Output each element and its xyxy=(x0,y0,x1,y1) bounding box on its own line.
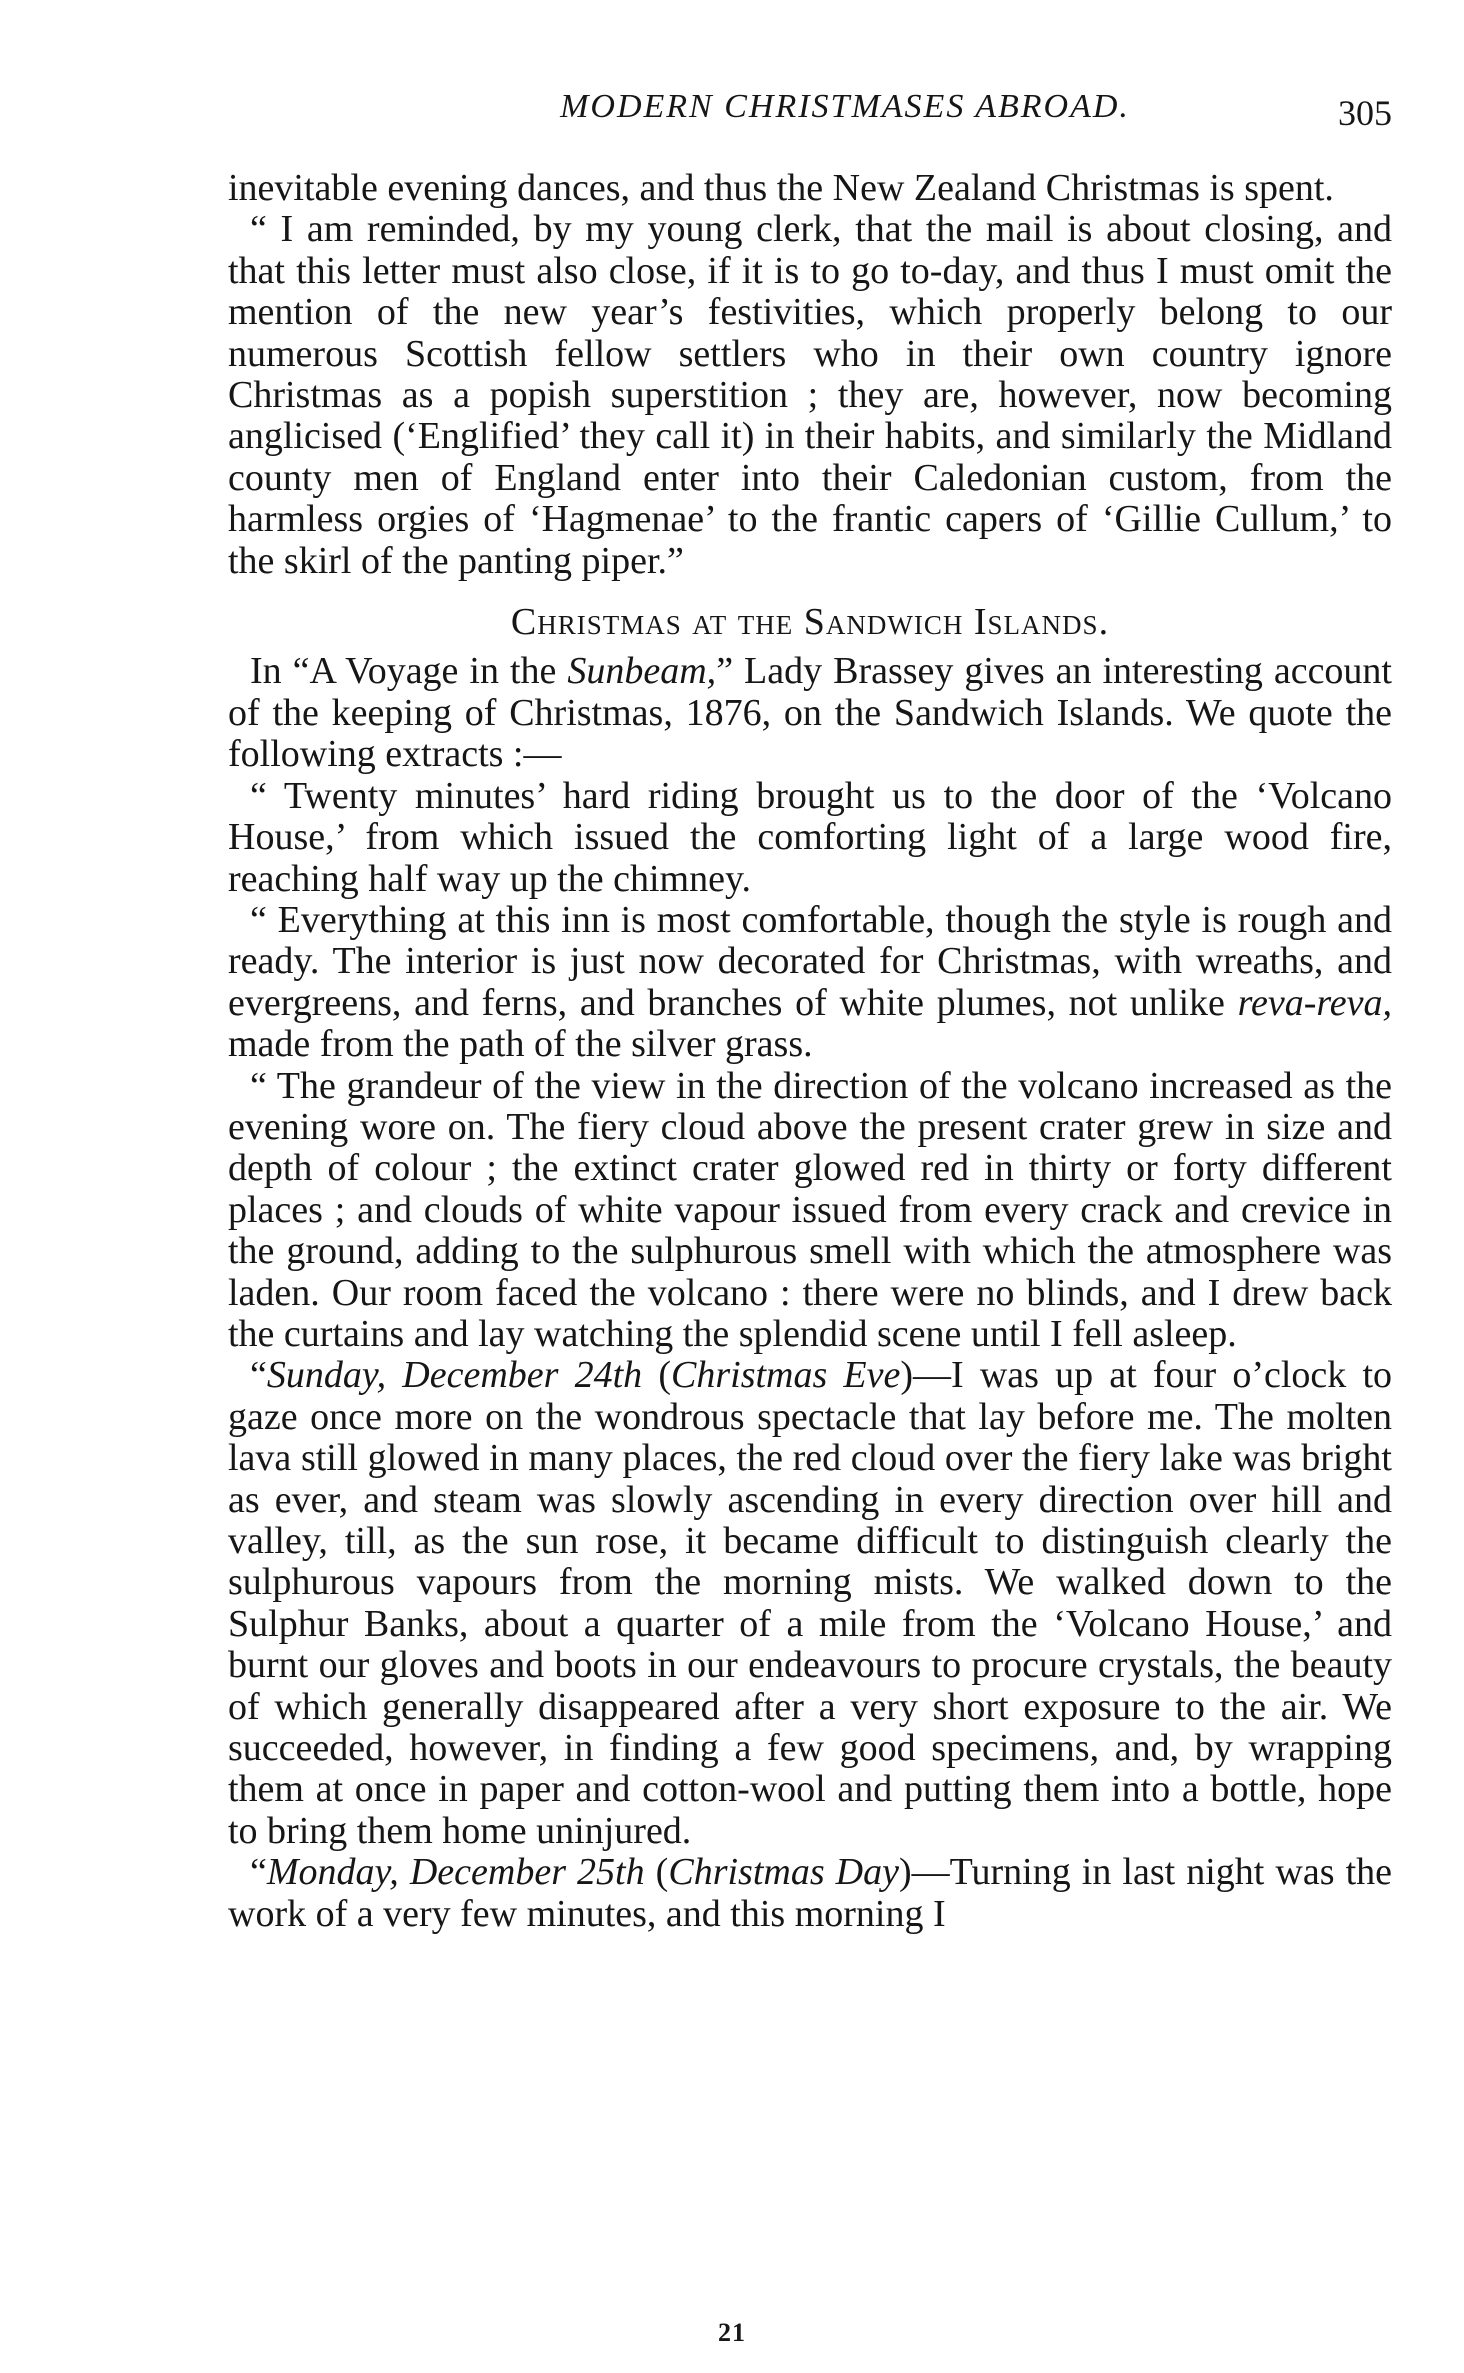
paren-open: ( xyxy=(642,1354,671,1397)
signature-mark: 21 xyxy=(718,2318,746,2347)
paragraph-letter-close: “ I am reminded, by my young clerk, that the mail is about closing, and that this letter must also close, if it is to go to-day, and thus I must omit the mention of the new year’s festivities, which properly belong to our numerous Scottish fellow settlers who in their own country ignore Christmas as a popish superstition ; they are, however, now becoming anglicised (‘Englified’ they call it) in their habits, and similarly the Midland county men of England enter into their Caledonian custom, from the harmless orgies of ‘Hagmenae’ to the frantic capers of ‘Gillie Cullum,’ to the skirl of the panting piper.” xyxy=(228,208,1392,582)
christmas-day-text: )—Turning in last night was the work of a very few minutes, and this morning I xyxy=(228,1851,1392,1935)
intro-text-a: In “A Voyage in the xyxy=(250,650,568,693)
intro-text-b: ” Lady Brassey gives an interesting account of the keeping of Christmas, 1876, on the Sandwich Islands. We quote the following extracts :— xyxy=(228,650,1392,776)
date-sunday: Sunday, December 24th xyxy=(266,1354,643,1397)
paragraph-christmas-day xyxy=(228,1852,1392,1935)
paren-open: ( xyxy=(644,1851,669,1894)
paragraph-continuation: inevitable evening dances, and thus the New Zealand Christmas is spent. xyxy=(228,167,1334,209)
body-text xyxy=(228,168,1392,1935)
inn-text-b: made from the path of the silver grass. xyxy=(228,1023,813,1066)
christmas-day-label: Christmas Day xyxy=(668,1851,899,1894)
running-title: MODERN CHRISTMASES ABROAD. xyxy=(560,88,1130,125)
paragraph-riding: “ Twenty minutes’ hard riding brought us to the door of the ‘Volcano House,’ from which issued the comforting light of a large wood fire, reaching half way up the chimney. xyxy=(228,774,1392,900)
paragraph-volcano-view: “ The grandeur of the view in the direction of the volcano increased as the evening wore on. The fiery cloud above the present crater grew in size and depth of colour ; the extinct crater glowed red in thirty or forty different places ; and clouds of white vapour issued from every crack and crevice in the ground, adding to the sulphurous smell with which the atmosphere was laden. Our room faced the volcano : there were no blinds, and I drew back the curtains and lay watching the splendid scene until I fell asleep. xyxy=(228,1064,1392,1355)
page-number: 305 xyxy=(1338,93,1392,133)
christmas-eve-label: Christmas Eve xyxy=(671,1354,901,1397)
date-monday: Monday, December 25th xyxy=(266,1851,645,1894)
quote-open: “ xyxy=(250,1354,267,1397)
paragraph-inn xyxy=(228,900,1392,1066)
christmas-eve-text: )—I was up at four o’clock to gaze once more on the wondrous spectacle that lay before me. The molten lava still glowed in many places, the red cloud over the fiery lake was bright as ever, and steam was slowly ascending in every direction over hill and valley, till, as the sun rose, it became difficult to distinguish clearly the sulphurous vapours from the morning mists. We walked down to the Sulphur Banks, about a quarter of a mile from the ‘Volcano House,’ and burnt our gloves and boots in our endeavours to procure crystals, the beauty of which generally disappeared after a very short exposure to the air. We succeeded, however, in finding a few good specimens, and, by wrapping them at once in paper and cotton-wool and putting them into a bottle, hope to bring them home uninjured. xyxy=(228,1354,1393,1852)
book-title-sunbeam: Sunbeam, xyxy=(567,650,717,693)
running-head xyxy=(228,88,1392,138)
quote-open: “ xyxy=(250,1851,267,1894)
reva-reva-term: reva-reva, xyxy=(1237,981,1392,1024)
inn-text-a: “ Everything at this inn is most comfortable, though the style is rough and ready. The interior is just now decorated for Christmas, with wreaths, and evergreens, and ferns, and branches of white plumes, not unlike xyxy=(228,898,1392,1024)
section-heading: Christmas at the Sandwich Islands. xyxy=(510,601,1110,644)
paragraph-christmas-eve xyxy=(228,1355,1392,1852)
paragraph-intro xyxy=(228,651,1392,775)
